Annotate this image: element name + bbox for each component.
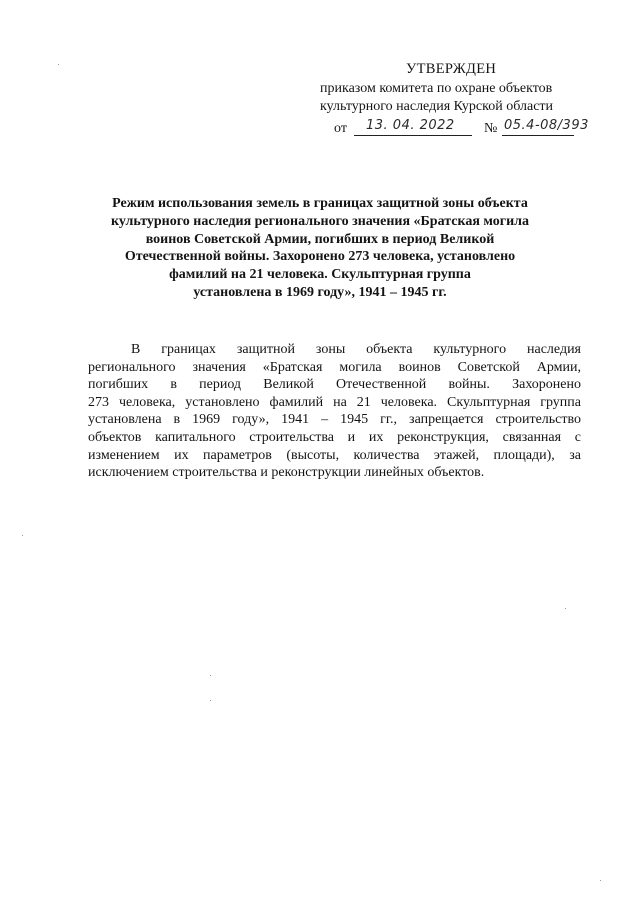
body-line: 273 человека, установлено фамилий на 21 человека. Скульптурная группа: [88, 394, 581, 410]
body-line: исключением строительства и реконструкции линейных объектов.: [88, 465, 485, 481]
title-line: фамилий на 21 человека. Скульптурная группа: [169, 267, 471, 283]
number-prefix: №: [484, 121, 498, 136]
date-underline: [354, 135, 472, 136]
order-date-number-row: [320, 117, 610, 139]
handwritten-number: 05.4-08/393: [504, 118, 589, 133]
approval-heading: УТВЕРЖДЕН: [406, 61, 497, 77]
title-line: культурного наследия регионального значения «Братская могила: [110, 213, 530, 229]
approval-line-2: культурного наследия Курской области: [320, 99, 554, 114]
title-line: воинов Советской Армии, погибших в период Великой: [145, 231, 495, 247]
title-line: Отечественной войны. Захоронено 273 человека, установлено: [124, 249, 516, 265]
scan-speck: [565, 608, 566, 609]
body-paragraph: [88, 341, 581, 482]
scan-speck: [210, 700, 211, 701]
scan-speck: [210, 675, 211, 676]
title-line: установлена в 1969 году», 1941 – 1945 гг.: [193, 284, 447, 300]
body-line: В границах защитной зоны объекта культурного наследия: [131, 342, 581, 357]
scan-speck: [22, 535, 23, 536]
scan-speck: [58, 64, 59, 65]
approval-block: [320, 60, 610, 139]
handwritten-date: 13. 04. 2022: [366, 118, 455, 133]
scan-speck: [600, 880, 601, 881]
number-underline: [502, 135, 574, 136]
body-line: регионального значения «Братская могила воинов Советской Армии,: [88, 359, 581, 375]
date-prefix: от: [334, 121, 347, 136]
title-line: Режим использования земель в границах защитной зоны объекта: [112, 196, 528, 211]
body-line: установлена в 1969 году», 1941 – 1945 гг., запрещается строительство: [88, 412, 581, 428]
approval-line-1: приказом комитета по охране объектов: [320, 81, 553, 96]
body-line: изменением их параметров (высоты, количества этажей, площади), за: [88, 447, 581, 463]
body-line: погибших в период Великой Отечественной войны. Захоронено: [88, 377, 581, 393]
body-line: объектов капитального строительства и их реконструкция, связанная с: [88, 429, 581, 445]
document-title: [95, 195, 545, 302]
